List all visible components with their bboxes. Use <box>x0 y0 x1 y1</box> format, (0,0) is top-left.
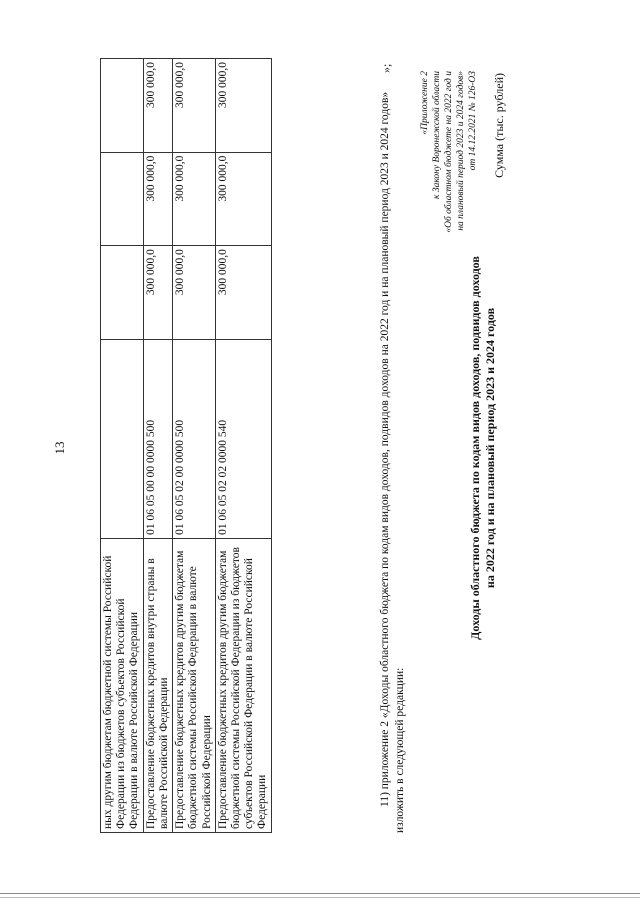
scan-edge-line <box>0 897 640 898</box>
title-line: Доходы областного бюджета по кодам видов доходов, подвидов доходов <box>468 256 482 640</box>
table-cell-value: 300 000,0 <box>215 246 271 340</box>
table-cell-value <box>101 246 144 340</box>
table-cell-value: 300 000,0 <box>173 59 216 153</box>
table-row <box>143 59 172 833</box>
budget-table <box>100 58 272 833</box>
appendix-line: от 14.12.2021 № 126-ОЗ <box>467 71 478 171</box>
table-row <box>101 59 144 833</box>
title-line: на 2022 год и на плановый период 2023 и 2024 годов <box>483 307 497 589</box>
table-cell-value: 300 000,0 <box>215 152 271 246</box>
table-cell-code: 01 06 05 02 00 0000 500 <box>173 339 216 538</box>
appendix-line: к Закону Воронежской области <box>431 71 442 199</box>
closing-quote-mark: »; <box>379 63 393 73</box>
appendix-line: на плановый период 2023 и 2024 годов» <box>455 71 466 231</box>
table-cell-code <box>101 339 144 538</box>
table-cell-value: 300 000,0 <box>173 246 216 340</box>
table-cell-code: 01 06 05 02 02 0000 540 <box>215 339 271 538</box>
table-cell-value <box>101 59 144 153</box>
table-cell-value: 300 000,0 <box>143 246 172 340</box>
table-cell-name: ных другим бюджетам бюджетной системы Российской Федерации из бюджетов субъектов Российской Федерации в валюте Российской Федерации <box>101 538 144 832</box>
appendix-line: «Приложение 2 <box>420 71 430 135</box>
table-cell-value: 300 000,0 <box>143 152 172 246</box>
table-cell-value: 300 000,0 <box>143 59 172 153</box>
amendment-paragraph: 11) приложение 2 «Доходы областного бюджета по кодам видов доходов, подвидов доходов на 2022 год и на плановый период 2023 и 2024 годов» изложить в следующей редакции: <box>379 91 406 833</box>
table-cell-value: 300 000,0 <box>173 152 216 246</box>
table-cell-name: Предоставление бюджетных кредитов другим бюджетам бюджетной системы Российской Федерации из бюджетов субъектов Российской Федерации в валюте Российской Федерации <box>215 538 271 832</box>
table-cell-code: 01 06 05 00 00 0000 500 <box>143 339 172 538</box>
appendix-line: «Об областном бюджете на 2022 год и <box>443 71 454 233</box>
scan-edge-line <box>0 893 640 894</box>
table-row <box>215 59 271 833</box>
table-cell-name: Предоставление бюджетных кредитов другим бюджетам бюджетной системы Российской Федерации в валюте Российской Федерации <box>173 538 216 832</box>
sum-unit-label: Сумма (тыс. рублей) <box>492 73 506 178</box>
table-row <box>173 59 216 833</box>
table-cell-value <box>101 152 144 246</box>
table-cell-name: Предоставление бюджетных кредитов внутри страны в валюте Российской Федерации <box>143 538 172 832</box>
table-cell-value: 300 000,0 <box>215 59 271 153</box>
rotated-page-content <box>88 53 508 843</box>
page-number: 13 <box>52 441 67 455</box>
